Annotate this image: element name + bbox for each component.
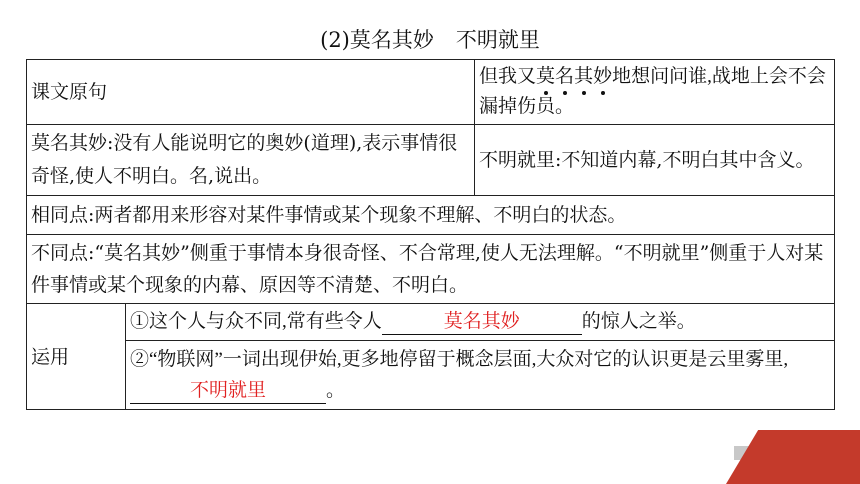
sentence-post: 地想问问谁,战地上会不会漏掉伤员。: [479, 66, 826, 117]
row-difference: [27, 235, 835, 304]
exercise-1-post: 的惊人之举。: [581, 311, 696, 332]
application-label: 运用: [27, 304, 126, 410]
title-part1: (2)莫名其妙: [320, 28, 434, 52]
definition-momingqimiao: 莫名其妙:没有人能说明它的奥妙(道理),表示事情很奇怪,使人不明白。名,说出。: [27, 125, 475, 196]
row-application: [27, 304, 835, 410]
row-original-sentence: [27, 60, 835, 125]
dotted-char-2: 名: [555, 62, 574, 92]
sentence-pre: 但我又: [479, 66, 537, 87]
row-similarity: [27, 196, 835, 235]
application-exercises: [126, 304, 835, 410]
section-title: [0, 26, 860, 54]
exercise-1-answer: 莫名其妙: [382, 310, 582, 335]
exercise-1-pre: ①这个人与众不同,常有些令人: [130, 311, 382, 332]
similarity-text: 相同点:两者都用来形容对某件事情或某个现象不理解、不明白的状态。: [27, 196, 835, 235]
decorative-red-shape: [726, 430, 860, 484]
comparison-table: [26, 59, 835, 410]
row-definitions: [27, 125, 835, 196]
exercise-2: [126, 341, 834, 409]
exercise-1: [126, 304, 834, 341]
exercise-2-post: 。: [326, 380, 346, 401]
dotted-char-3: 其: [574, 62, 593, 92]
exercise-2-answer: 不明就里: [130, 379, 326, 404]
original-sentence-cell: [475, 60, 835, 125]
definition-buming-jiuli: 不明就里:不知道内幕,不明白其中含义。: [475, 125, 835, 196]
dotted-char-4: 妙: [593, 62, 612, 92]
title-part2: 不明就里: [455, 28, 540, 52]
dotted-char-1: 莫: [536, 62, 555, 92]
exercise-2-pre: ②“物联网”一词出现伊始,更多地停留于概念层面,大众对它的认识更是云里雾里,: [130, 349, 789, 370]
difference-text: 不同点:“莫名其妙”侧重于事情本身很奇怪、不合常理,使人无法理解。“不明就里”侧重于人对某件事情或某个现象的内幕、原因等不清楚、不明白。: [27, 235, 835, 304]
original-sentence-label: 课文原句: [27, 60, 475, 125]
